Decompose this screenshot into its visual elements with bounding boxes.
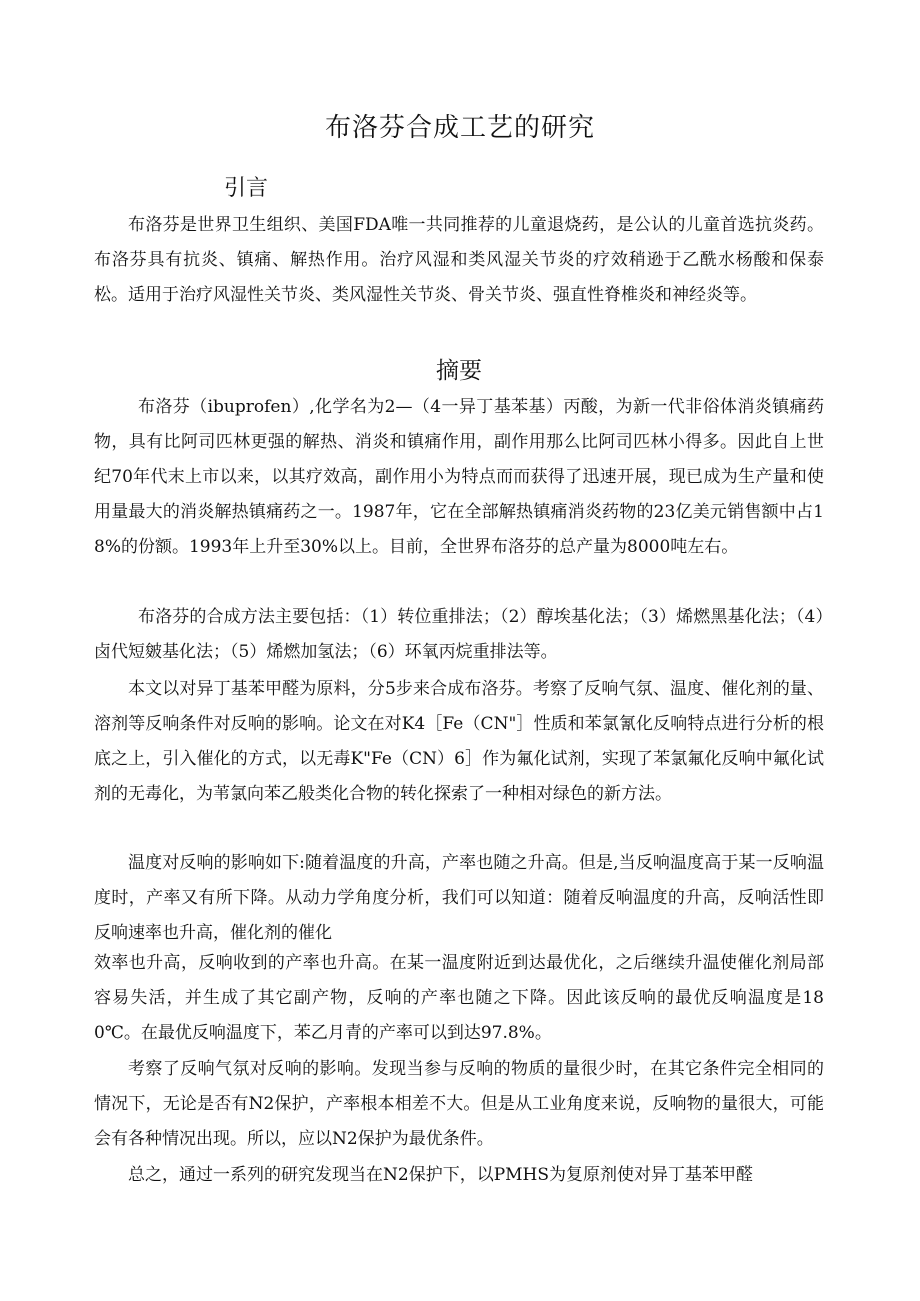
intro-paragraph: 布洛芬是世界卫生组织、美国FDA唯一共同推荐的儿童退烧药，是公认的儿童首选抗炎药。布洛芬具有抗炎、镇痛、解热作用。治疗风湿和类风湿关节炎的疗效稍逊于乙酰水杨酸和保泰松。适用于治疗风湿性关节炎、类风湿性关节炎、骨关节炎、强直性脊椎炎和神经炎等。 (94, 215, 824, 305)
abstract-paragraph-3: 本文以对异丁基苯甲醛为原料，分5步来合成布洛芬。考察了反响气氛、温度、催化剂的量、溶剂等反响条件对反响的影响。论文在对K4［Fe（CN"］性质和苯氯氰化反响特点进行分析的根底之上，引入催化的方式，以无毒K"Fe（CN）6］作为氟化试剂，实现了苯氯氟化反响中氟化试剂的无毒化，为苇氯向苯乙般类化合物的转化探索了一种相对绿色的新方法。 (94, 679, 824, 804)
abstract-paragraph-4: 温度对反响的影响如下:随着温度的升高，产率也随之升高。但是,当反响温度高于某一反响温度时，产率又有所下降。从动力学角度分析，我们可以知道：随着反响温度的升高，反响活性即反响速率也升高，催化剂的催化 (94, 853, 824, 943)
document-title: 布洛芬合成工艺的研究 (324, 113, 595, 143)
abstract-heading: 摘要 (436, 358, 482, 384)
intro-heading: 引言 (224, 176, 269, 201)
abstract-paragraph-4-continued: 效率也升高，反响收到的产率也升高。在某一温度附近到达最优化，之后继续升温使催化剂局部容易失活，并生成了其它副产物，反响的产率也随之下降。因此该反响的最优反响温度是180℃。在最优反响温度下，苯乙月青的产率可以到达97.8%。 (94, 953, 824, 1043)
abstract-paragraph-5: 考察了反响气氛对反响的影响。发现当参与反响的物质的量很少时，在其它条件完全相同的情况下，无论是否有N2保护，产率根本相差不大。但是从工业角度来说，反响物的量很大，可能会有各种情况出现。所以，应以N2保护为最优条件。 (94, 1059, 824, 1149)
abstract-paragraph-1: 布洛芬（ibuprofen）,化学名为2—（4一异丁基苯基）丙酸，为新一代非俗体消炎镇痛药物，具有比阿司匹林更强的解热、消炎和镇痛作用，副作用那么比阿司匹林小得多。因此自上世纪70年代末上市以来，以其疗效高，副作用小为特点而而获得了迅速开展，现已成为生产量和使用量最大的消炎解热镇痛药之一。1987年，它在全部解热镇痛消炎药物的23亿美元销售额中占18%的份额。1993年上升至30%以上。目前，全世界布洛芬的总产量为8000吨左右。 (94, 397, 824, 557)
abstract-paragraph-2: 布洛芬的合成方法主要包括：（1）转位重排法；（2）醇埃基化法；（3）烯燃黑基化法；（4）卤代短皴基化法；（5）烯燃加氢法；（6）环氧丙烷重排法等。 (94, 607, 824, 662)
abstract-paragraph-6: 总之，通过一系列的研究发现当在N2保护下，以PMHS为复原剂使对异丁基苯甲醛 (128, 1165, 754, 1185)
